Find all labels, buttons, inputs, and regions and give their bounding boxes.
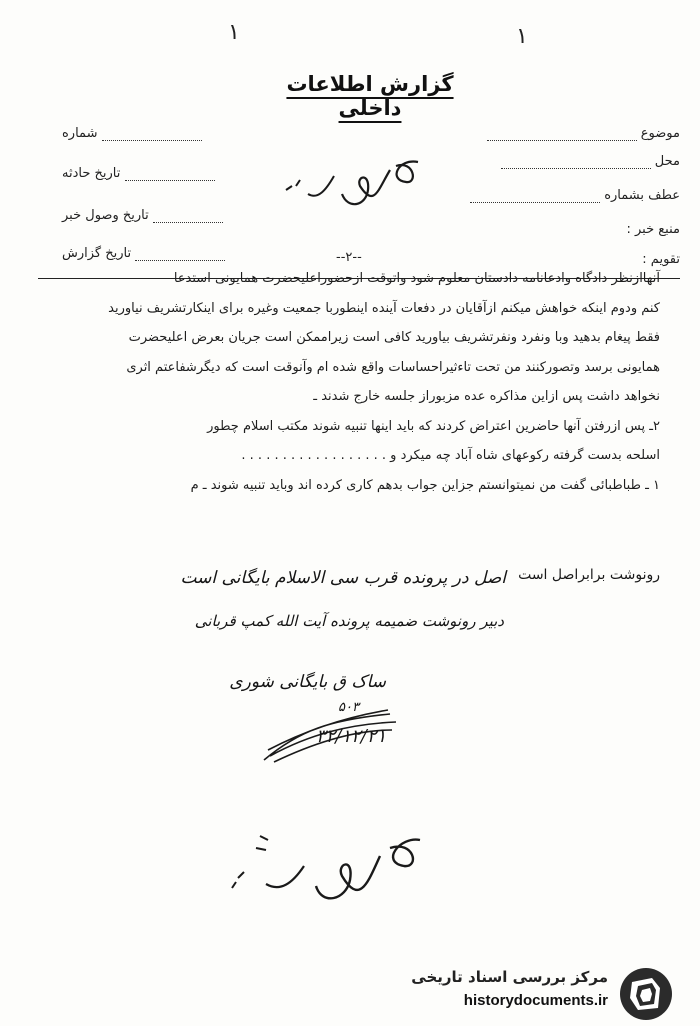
field-incident-date: تاریخ حادثه [62,166,215,181]
field-received-date: تاریخ وصول خبر [62,208,223,223]
handwritten-mark-top [278,150,428,220]
page-mark-right: ۱ [516,24,528,49]
handwritten-mark-bottom [230,826,430,916]
body-line: کنم ودوم اینکه خواهش میکنم ازآقایان در دفعات آینده اینطوربا جمعیت وغیره برای اینکارتشریف نیاورید [108,300,660,316]
body-line: نخواهد داشت پس ازاین مذاکره عده مزبوراز جلسه خارج شدند ـ [313,389,660,404]
handwritten-note-2: دبیر رونوشت ضمیمه پرونده آیت الله کمپ قربانی [194,612,504,630]
field-number: شماره [62,126,202,141]
report-body [40,264,660,500]
document-title: گزارش اطلاعات داخلی [286,72,454,120]
handwritten-number: ۵۰۳ [338,700,359,715]
body-line: اسلحه بدست گرفته رکوعهای شاه آباد چه میکرد و . . . . . . . . . . . . . . . . . . [241,448,660,463]
archive-url[interactable]: historydocuments.ir [463,992,608,1009]
field-calendar: تقویم : [642,252,680,267]
page-mark-left: ۱ [228,20,240,45]
body-line: همایونی برسد وتصورکنند من تحت تاءثیراحساسات واقع شده ام وآنوقت است که دیگرشفاعتم اثری [126,359,660,375]
handwritten-note-1: اصل در پرونده قرب سی الاسلام بایگانی است [180,568,506,588]
field-reference-number: عطف بشماره [470,188,680,203]
body-line: ۱ ـ طباطبائی گفت من نمیتوانستم جزاین جواب بدهم کاری کرده اند وباید تنبیه شوند ـ م [190,477,660,493]
field-report-date: تاریخ گزارش [62,246,225,261]
body-line: فقط پیغام بدهید وبا ونفرد ونفرتشریف بیاورید کافی است زیراممکن است جریان بعرض اعلیحضرت [128,330,660,345]
copy-certification: رونوشت برابراصل است [518,567,660,583]
handwritten-note-3: ساک ق بایگانی شوری [229,672,386,692]
body-line: ۲ـ پس ازرفتن آنها حاضرین اعتراض کردند که باید اینها تنبیه شوند مکتب اسلام چطور [207,418,660,434]
handwritten-date: ۳۲/۱۲/۲۱ [316,726,387,747]
center-mark: --۲-- [336,250,362,265]
field-news-source: منبع خبر : [626,222,680,237]
field-subject: موضوع [487,126,680,141]
archive-org-name: مرکز بررسی اسناد تاریخی [411,968,608,986]
archive-logo-icon [618,966,674,1022]
field-location: محل [501,154,680,169]
body-line: آنهاازنظر دادگاه وادعانامه دادستان معلوم شود واتوقت ازحضوراعلیحضرت همایونی استدعا [173,271,660,286]
